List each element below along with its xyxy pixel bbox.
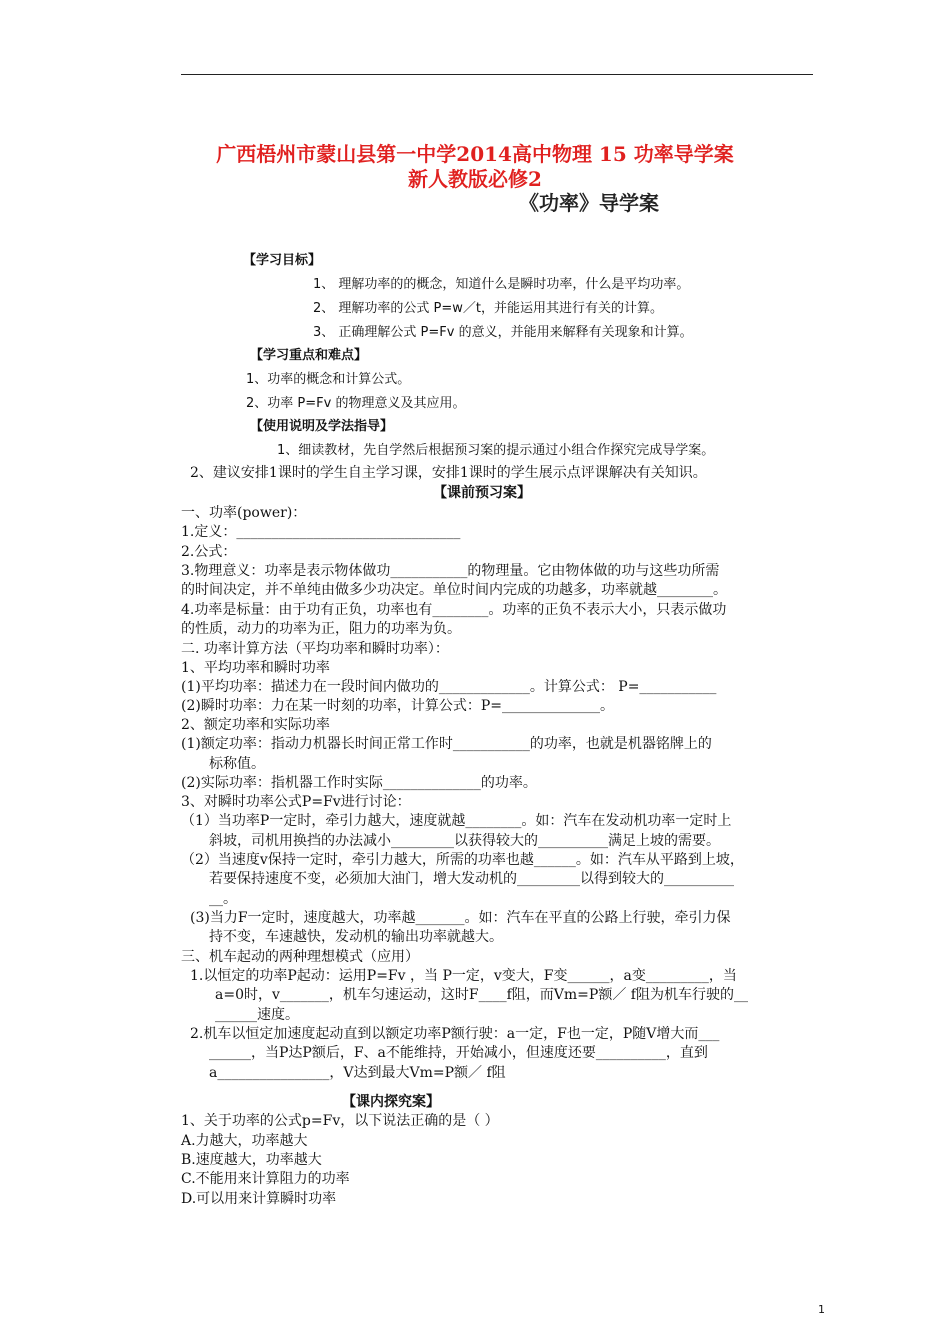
text-line: （1）当功率P一定时，牵引力越大，速度就越________。如：汽车在发动机功率一定时上 [181,813,732,829]
instruction-item: 2、建议安排1课时的学生自主学习课，安排1课时的学生展示点评课解决有关知识。 [190,465,707,481]
text-line: 三、机车起动的两种理想模式（应用） [181,949,419,965]
text-line: 2.机车以恒定加速度起动直到以额定功率P额行驶：a一定，F也一定，P随V增大而___ [190,1026,720,1042]
text-line: (1)平均功率：描述力在一段时间内做功的_____________。计算公式： P=___________ [181,679,717,695]
text-line: 2、额定功率和实际功率 [181,717,330,733]
text-line: 斜坡，司机用换挡的办法减小_________以获得较大的__________满足上坡的需要。 [209,833,720,849]
keypoint-item: 1、功率的概念和计算公式。 [246,372,411,387]
text-line: 一、功率(power)： [181,505,307,521]
text-line: ______，当P达P额后，F、a不能维持，开始减小，但速度还要__________，直到 [209,1045,708,1061]
goal-item: 3、 正确理解公式 P=Fv 的意义，并能用来解释有关现象和计算。 [313,325,693,340]
goal-item: 2、 理解功率的公式 P=w／t，并能运用其进行有关的计算。 [313,301,663,316]
instruction-item: 1、细读教材，先自学然后根据预习案的提示通过小组合作探究完成导学案。 [277,443,715,458]
text-line: 4.功率是标量：由于功有正负，功率也有________。功率的正负不表示大小，只表示做功 [181,602,727,618]
text-line: (2)瞬时功率：力在某一时刻的功率，计算公式：P=______________。 [181,698,614,714]
text-line: (3)当力F一定时，速度越大，功率越_______。如：汽车在平直的公路上行驶，牵引力保 [190,910,731,926]
section-heading-instructions: 【使用说明及学法指导】 [250,419,394,434]
section-heading-keypoints: 【学习重点和难点】 [250,348,368,363]
document-subtitle: 《功率》导学案 [519,191,659,215]
text-line: a=0时，v_______，机车匀速运动，这时F____f阻，而Vm=P额／ f阻为机车行驶的__ [215,987,748,1003]
goal-item: 1、 理解功率的的概念，知道什么是瞬时功率，什么是平均功率。 [313,277,690,292]
text-line: 的性质，动力的功率为正，阻力的功率为负。 [181,621,461,637]
answer-option: C.不能用来计算阻力的功率 [181,1171,350,1187]
text-line: 3.物理意义：功率是表示物体做功___________的物理量。它由物体做的功与这些功所需 [181,563,720,579]
page-number: 1 [818,1303,825,1316]
answer-option: D.可以用来计算瞬时功率 [181,1191,337,1207]
section-heading-goals: 【学习目标】 [243,253,322,268]
section-heading-inclass: 【课内探究案】 [342,1094,440,1110]
document-title: 广西梧州市蒙山县第一中学2014高中物理 15 功率导学案 [216,142,734,166]
text-line: 持不变，车速越快，发动机的输出功率就越大。 [209,929,503,945]
text-line: 标称值。 [209,756,265,772]
text-line: ______速度。 [215,1007,299,1023]
answer-option: B.速度越大，功率越大 [181,1152,322,1168]
text-line: 1、平均功率和瞬时功率 [181,660,330,676]
text-line: 1.以恒定的功率P起动：运用P=Fv ，当 P一定，v变大，F变______，a变_________，当 [190,968,737,984]
header-rule [181,74,813,75]
text-line: 1.定义：________________________________ [181,524,461,540]
text-line: （2）当速度v保持一定时，牵引力越大，所需的功率也越______。如：汽车从平路到上坡， [181,852,744,868]
text-line: 3、对瞬时功率公式P=Fv进行讨论： [181,794,411,810]
text-line: a________________，V达到最大Vm=P额／ f阻 [209,1065,506,1081]
text-line: __。 [209,891,237,907]
section-heading-preview: 【课前预习案】 [433,485,531,501]
answer-option: A.力越大，功率越大 [181,1133,308,1149]
document-title-line2: 新人教版必修2 [408,167,542,191]
text-line: 二. 功率计算方法（平均功率和瞬时功率）： [181,641,449,657]
question-text: 1、关于功率的公式p=Fv，以下说法正确的是（ ） [181,1113,499,1129]
text-line: 2.公式： [181,544,237,560]
keypoint-item: 2、功率 P=Fv 的物理意义及其应用。 [246,396,466,411]
text-line: (2)实际功率：指机器工作时实际______________的功率。 [181,775,537,791]
text-line: (1)额定功率：指动力机器长时间正常工作时___________的功率，也就是机器铭牌上的 [181,736,712,752]
text-line: 的时间决定，并不单纯由做多少功决定。单位时间内完成的功越多，功率就越________。 [181,582,727,598]
text-line: 若要保持速度不变，必须加大油门，增大发动机的_________以得到较大的__________ [209,871,734,887]
